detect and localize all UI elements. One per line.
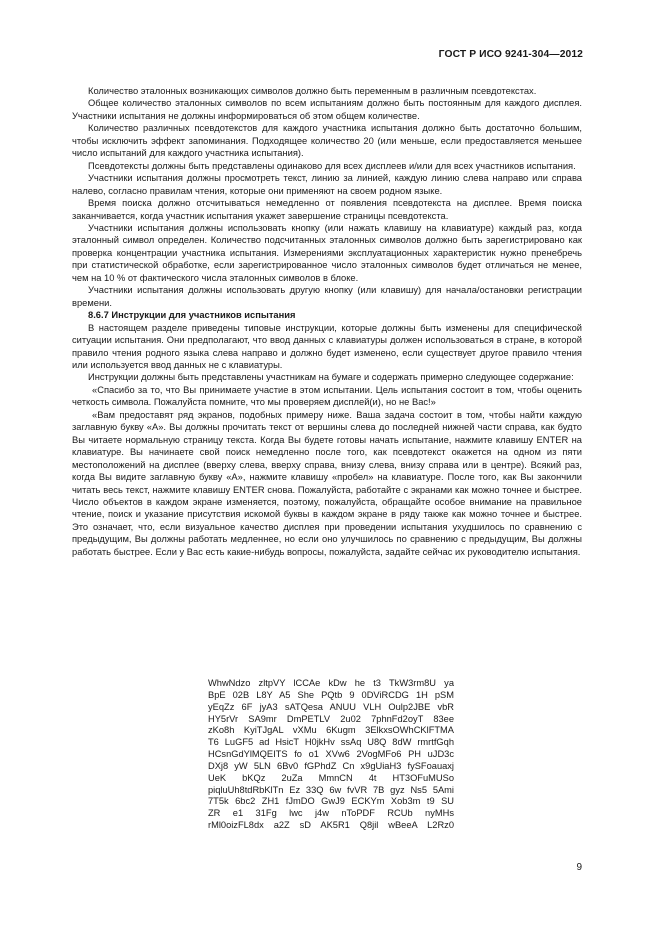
paragraph: Количество эталонных возникающих символов должно быть переменным в различным псевдотекстах. — [88, 86, 537, 96]
paragraph: Участники испытания должны использовать кнопку (или нажать клавишу на клавиатуре) каждый раз, когда эталонный символ определен. Количество подсчитанных эталонных символов должно быть зарегистрировано как проверка концентрации участника испытания. Измерениями эксплуатационных характеристик нужно пренебречь при статистической обработке, если зарегистрированное число эталонных символов будет отличаться не менее, чем на 10 % от фактического числа эталонных символов в блоке. — [72, 222, 582, 283]
pseudotext-line: ZR e1 31Fg lwc j4w nToPDF RCUb nyMHs — [208, 808, 454, 819]
pseudotext-line: piqluUh8tdRbKlTn Ez 33Q 6w fvVR 7B gyz Ns5 5Ami — [208, 784, 454, 795]
pseudotext-line: rMl0oizFL8dx a2Z sD AK5R1 Q8jil wBeeA L2Rz0 — [208, 820, 454, 831]
document-body — [72, 85, 582, 558]
pseudotext-line: DXj8 yW 5LN 6Bv0 fGPhdZ Cn x9gUiaH3 fySFoauaxj — [208, 760, 454, 771]
pseudotext-line: HY5rVr SA9mr DmPETLV 2u02 7phnFd2oyT 83ee — [208, 713, 454, 724]
pseudotext-line: UeK bKQz 2uZa MmnCN 4t HT3OFuMUSo — [208, 772, 454, 783]
paragraph: Время поиска должно отсчитываться немедленно от появления псевдотекста на дисплее. Время поиска заканчивается, когда участник испытания укажет завершение страницы псевдотекста. — [72, 198, 582, 221]
pseudotext-line: BpE 02B L8Y A5 She PQtb 9 0DViRCDG 1H pSM — [208, 689, 454, 700]
pseudotext-line: 7T5k 6bc2 ZH1 fJmDO GwJ9 ECKYm Xob3m t9 SU — [208, 796, 454, 807]
document-header: ГОСТ Р ИСО 9241-304—2012 — [438, 49, 583, 60]
instruction-quote: «Спасибо за то, что Вы принимаете участие в этом испытании. Цель испытания состоит в том, чтобы оценить четкость символа. Пожалуйста помните, что мы проверяем дисплей(и), но не Вас!» — [72, 384, 582, 408]
instruction-quote: «Вам предоставят ряд экранов, подобных примеру ниже. Ваша задача состоит в том, чтобы найти каждую заглавную букву «А». Вы должны прочитать текст от вершины слева до последней нижней части справа, как будто Вы читаете нормальную страницу текста. Когда Вы будете готовы начать испытание, нажмите клавишу ENTER на клавиатуре. Вы начинаете свой поиск немедленно после того, как псевдотекст окажется на одном из пяти местоположений на дисплее (вверху слева, вверху справа, внизу слева, внизу справа или в центре). Всякий раз, когда Вы видите заглавную букву «А», нажмите клавишу «пробел» на клавиатуре. После того, как Вы закончили читать весь текст, нажмите клавишу ENTER снова. Пожалуйста, работайте с экранами как можно точнее и быстрее. Число объектов в каждом экране изменяется, поэтому, пожалуйста, обращайте особое внимание на правильное чтение, поиск и указание присутствия искомой буквы в каждом экране в ряду также как можно точнее и быстрее. Это означает, что, если визуальное качество дисплея при проведении испытания ухудшилось по сравнению с предыдущим, Вы должны работать медленнее, но если оно улучшилось по сравнению с предыдущим, Вы должны работать быстрее. Если у Вас есть какие-нибудь вопросы, пожалуйста, задайте сейчас их руководителю испытания. — [72, 409, 582, 557]
pseudotext-line: yEqZz 6F jyA3 sATQesa ANUU VLH Oulp2JBE vbR — [208, 701, 454, 712]
pseudotext-line: T6 LuGF5 ad HsicT H0jkHv ssAq U8Q 8dW rmrtfGqh — [208, 737, 454, 748]
paragraph: Псевдотексты должны быть представлены одинаково для всех дисплеев и/или для всех участников испытания. — [88, 160, 576, 171]
paragraph: В настоящем разделе приведены типовые инструкции, которые должны быть изменены для специфической ситуации испытания. Они предполагают, что ввод данных с клавиатуры должен использоваться в стране, в которой правило чтения родного языка слева направо и должно будет изменено, если существует другое правило чтения или используется ввод данных не с клавиатуры. — [72, 322, 582, 370]
paragraph: Участники испытания должны использовать другую кнопку (или клавишу) для начала/остановки регистрации времени. — [72, 285, 582, 308]
pseudotext-line: zKo8h KyiTJgAL vXMu 6Kugm 3ElkxsOWhCKlFTMA — [208, 725, 454, 736]
pseudotext-line: HCsnGdYlMQEITS fo o1 XVw6 2VogMFo6 PH uJD3c — [208, 749, 454, 760]
paragraph: Общее количество эталонных символов по всем испытаниям должно быть постоянным для каждого дисплея. Участники испытания не должны информироваться об этом общем количестве. — [72, 98, 582, 121]
paragraph: Участники испытания должны просмотреть текст, линию за линией, каждую линию слева направо или справа налево, согласно правилам чтения, которые они применяют на своем родном языке. — [72, 173, 582, 196]
pseudotext-sample — [208, 678, 454, 832]
page-number: 9 — [576, 862, 582, 873]
paragraph: Инструкции должны быть представлены участникам на бумаге и содержать примерно следующее содержание: — [88, 372, 574, 383]
section-heading: 8.6.7 Инструкции для участников испытания — [88, 310, 296, 321]
paragraph: Количество различных псевдотекстов для каждого участника испытания должно быть достаточно большим, чтобы исключить эффект запоминания. Подходящее количество 20 (или меньше, если предоставляется меньшее число испытаний для каждого участника испытания). — [72, 123, 582, 159]
pseudotext-line: WhwNdzo zltpVY lCCAe kDw he t3 TkW3rm8U ya — [208, 678, 454, 688]
